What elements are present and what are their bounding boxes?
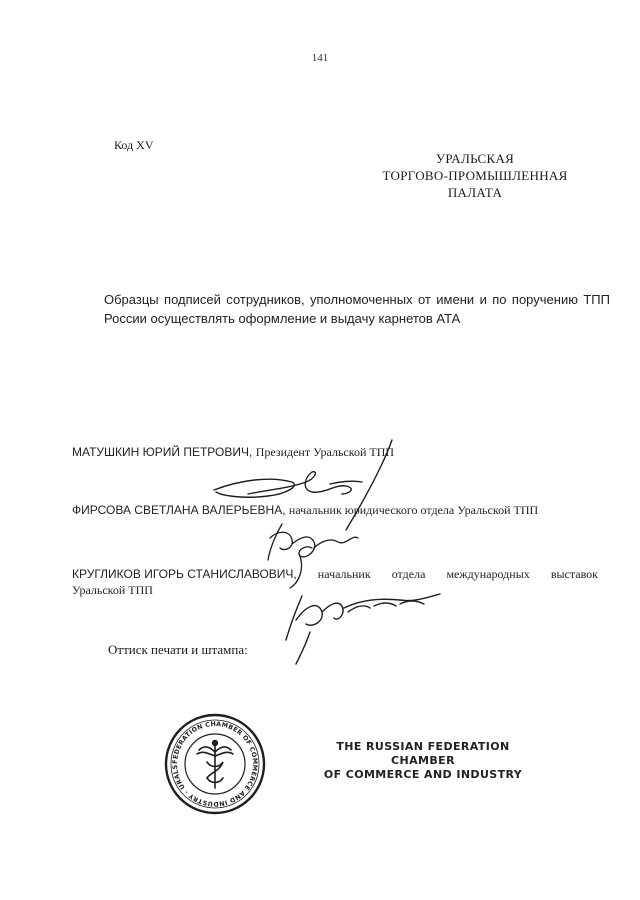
signatory-2-role: начальник юридического отдела Уральской ТПП: [288, 503, 539, 517]
seal-ring-text: FEDERATION CHAMBER OF COMMERCE AND INDUSTRY · URALS: [171, 720, 259, 808]
seal-image: [163, 712, 267, 816]
signatory-3-role-word: выставок: [550, 567, 598, 581]
signatory-2-name: ФИРСОВА СВЕТЛАНА ВАЛЕРЬЕВНА,: [72, 503, 286, 517]
signatory-3-role-word: начальник: [317, 567, 371, 581]
intro-paragraph: Образцы подписей сотрудников, уполномоченных от имени и по поручению ТПП России осуществлять оформление и выдачу карнетов АТА: [104, 292, 610, 326]
signatory-1-name: МАТУШКИН ЮРИЙ ПЕТРОВИЧ,: [72, 445, 253, 459]
organization-line-3: ПАЛАТА: [447, 185, 503, 200]
page-number: 141: [311, 52, 329, 64]
signature-3-image: [286, 594, 440, 664]
document-code: Код XV: [114, 138, 154, 152]
organization-line-2: ТОРГОВО-ПРОМЫШЛЕННАЯ: [382, 168, 568, 183]
signature-1-image: [214, 440, 395, 530]
signatory-1-role: Президент Уральской ТПП: [255, 445, 395, 459]
chamber-name: [318, 740, 528, 782]
signatory-3-role-word: международных: [446, 567, 530, 581]
organization-line-1: УРАЛЬСКАЯ: [435, 151, 515, 166]
signatory-3-role-line-2: Уральской ТПП: [72, 583, 153, 597]
stamp-label: Оттиск печати и штампа:: [108, 642, 248, 657]
signatory-3-role-word: отдела: [391, 567, 426, 581]
signatory-3-name: КРУГЛИКОВ ИГОРЬ СТАНИСЛАВОВИЧ,: [72, 567, 297, 581]
caduceus-icon: [197, 741, 233, 788]
signature-2-image: [268, 524, 358, 588]
chamber-name-line-1: THE RUSSIAN FEDERATION CHAMBER: [336, 740, 510, 767]
chamber-name-line-2: OF COMMERCE AND INDUSTRY: [323, 768, 523, 781]
